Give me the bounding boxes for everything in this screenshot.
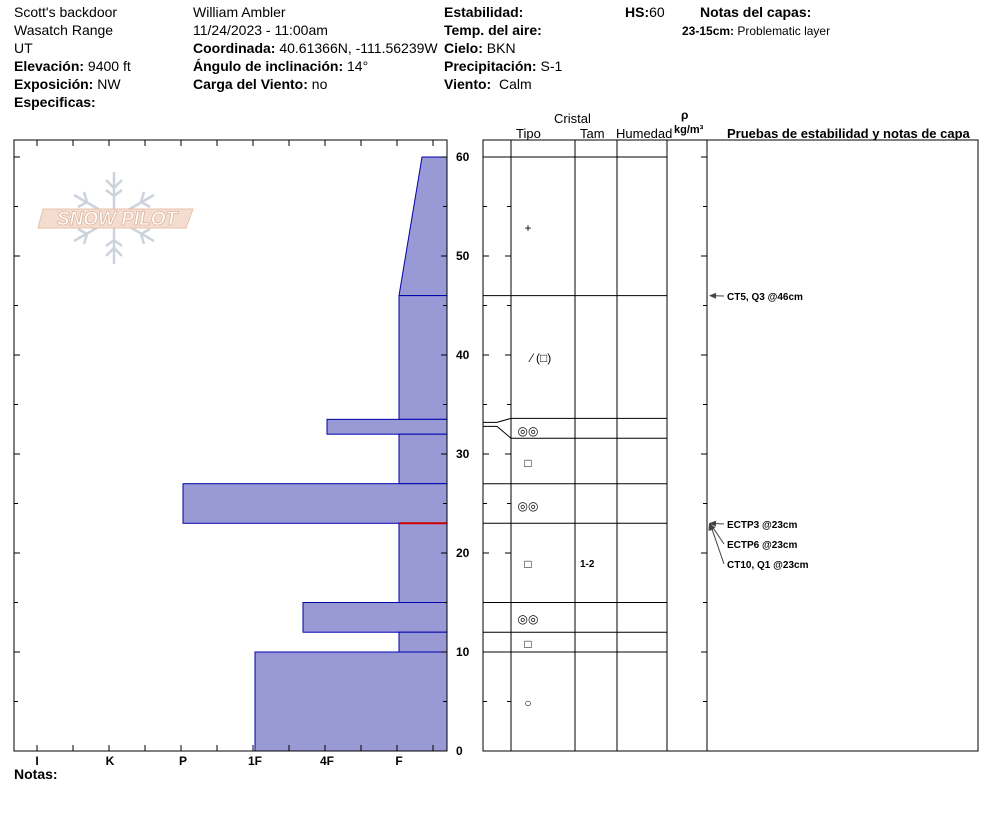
rho-header: ρ <box>681 108 689 122</box>
logo-text: SNOW PILOT <box>56 209 178 230</box>
precip-value: S-1 <box>540 58 563 74</box>
coordinate-value: 40.61366N, -111.56239W <box>279 40 438 56</box>
windload-value: no <box>311 76 328 92</box>
test-label-0: CT5, Q3 @46cm <box>727 292 803 303</box>
depth-label-30: 30 <box>456 447 470 461</box>
grain-symbol-8: ○ <box>524 696 532 710</box>
hardness-layer-3 <box>399 434 447 484</box>
depth-label-60: 60 <box>456 150 470 164</box>
observer-name: William Ambler <box>193 4 286 20</box>
layer-connector <box>483 418 511 422</box>
air-temp-label: Temp. del aire: <box>444 22 542 38</box>
state-name: UT <box>14 40 33 56</box>
aspect-value: NW <box>97 76 121 92</box>
windload-label: Carga del Viento: <box>193 76 308 92</box>
location-name: Scott's backdoor <box>14 4 118 20</box>
grain-symbol-4: ◎◎ <box>517 499 539 513</box>
depth-label-40: 40 <box>456 348 470 362</box>
grain-symbol-3: □ <box>524 456 532 470</box>
range-name: Wasatch Range <box>14 22 114 38</box>
depth-label-0: 0 <box>456 744 463 758</box>
stability-tests <box>706 292 808 571</box>
test-label-3: CT10, Q1 @23cm <box>727 560 809 571</box>
layer-note-range: 23-15cm: <box>682 24 735 38</box>
hs-label: HS: <box>625 4 650 20</box>
depth-label-50: 50 <box>456 249 470 263</box>
density-unit-header: kg/m³ <box>674 124 704 136</box>
grain-size-5: 1-2 <box>580 559 595 570</box>
hs-value: 60 <box>649 4 665 20</box>
grain-symbol-0: + <box>524 221 532 235</box>
elevation-label: Elevación: <box>14 58 85 74</box>
wind-value: Calm <box>498 76 532 92</box>
grain-symbol-1: ⁄ (□) <box>530 351 552 365</box>
moisture-header: Humedad <box>616 126 673 141</box>
grain-symbol-6: ◎◎ <box>517 612 539 626</box>
layer-table-frame <box>483 140 978 751</box>
hardness-layer-1 <box>399 296 447 420</box>
hardness-label-P: P <box>178 754 188 768</box>
depth-label-10: 10 <box>456 645 470 659</box>
crystal-header: Cristal <box>554 111 591 126</box>
wind-label: Viento: <box>444 76 492 92</box>
test-arrow-head-0 <box>709 293 716 299</box>
grain-symbol-5: □ <box>524 557 532 571</box>
hardness-label-1F: 1F <box>247 754 263 768</box>
aspect-label: Exposición: <box>14 76 94 92</box>
hardness-layer-0 <box>399 157 447 296</box>
hardness-layers <box>183 157 447 751</box>
snowpilot-logo <box>38 172 193 264</box>
elevation-value: 9400 ft <box>87 58 131 74</box>
hardness-layer-8 <box>255 652 447 751</box>
layer-table <box>483 140 707 751</box>
type-header: Tipo <box>516 126 541 141</box>
observation-datetime: 11/24/2023 - 11:00am <box>193 22 328 38</box>
sky-value: BKN <box>486 40 516 56</box>
hardness-label-F: F <box>395 754 403 768</box>
layer-notes-label: Notas del capas: <box>700 4 812 20</box>
hardness-layer-2 <box>327 419 447 434</box>
test-label-1: ECTP3 @23cm <box>727 520 798 531</box>
size-header: Tam <box>580 126 605 141</box>
slope-value: 14° <box>347 58 369 74</box>
precip-label: Precipitación: <box>444 58 537 74</box>
notes-label: Notas: <box>14 766 58 782</box>
grain-symbol-7: □ <box>524 637 532 651</box>
specifics-label: Especificas: <box>14 94 96 110</box>
layer-connector <box>483 426 511 438</box>
grain-symbol-2: ◎◎ <box>517 424 539 438</box>
test-label-2: ECTP6 @23cm <box>727 540 798 551</box>
sky-label: Cielo: <box>444 40 483 56</box>
tests-header: Pruebas de estabilidad y notas de capa <box>727 126 970 141</box>
hardness-layer-5 <box>399 523 447 602</box>
slope-label: Ángulo de inclinación: <box>193 58 344 74</box>
hardness-label-4F: 4F <box>319 754 335 768</box>
depth-label-20: 20 <box>456 546 470 560</box>
hardness-layer-6 <box>303 603 447 633</box>
hardness-label-K: K <box>105 754 115 768</box>
hardness-layer-7 <box>399 632 447 652</box>
coordinate-label: Coordinada: <box>193 40 276 56</box>
hardness-layer-4 <box>183 484 447 524</box>
hardness-label-I: I <box>35 754 39 768</box>
layer-note-text: Problematic layer <box>737 24 831 38</box>
stability-label: Estabilidad: <box>444 4 524 20</box>
